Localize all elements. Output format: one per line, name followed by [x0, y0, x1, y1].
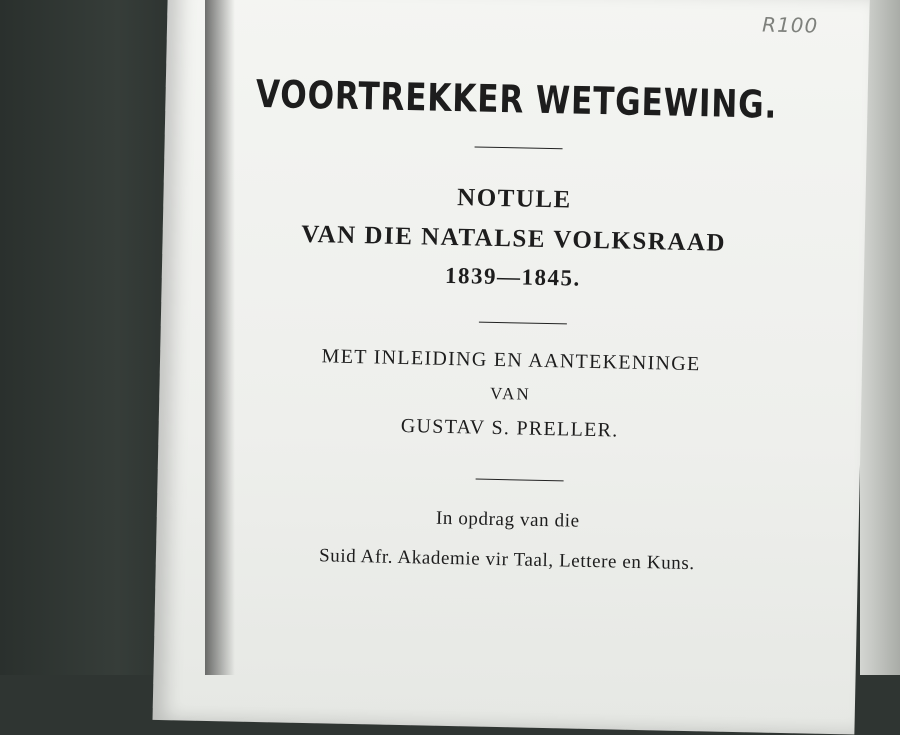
- page-gutter-shadow: [205, 0, 235, 675]
- handwritten-mark: R100: [761, 12, 819, 38]
- commission-line-1: In opdrag van die: [435, 507, 580, 532]
- intro-line-2: VAN: [489, 383, 531, 404]
- divider-1: [475, 146, 563, 149]
- divider-2: [479, 322, 567, 325]
- author-name: GUSTAV S. PRELLER.: [400, 414, 619, 442]
- subtitle-years: 1839—1845.: [444, 262, 581, 291]
- intro-line-1: MET INLEIDING EN AANTEKENINGE: [321, 345, 701, 376]
- book-title: VOORTREKKER WETGEWING.: [255, 71, 778, 127]
- subtitle-line-2: VAN DIE NATALSE VOLKSRAAD: [300, 220, 727, 257]
- title-page: [153, 0, 870, 735]
- subtitle-line-1: NOTULE: [456, 184, 573, 214]
- divider-3: [476, 479, 564, 482]
- commission-line-2: Suid Afr. Akademie vir Taal, Lettere en Kuns.: [318, 545, 695, 575]
